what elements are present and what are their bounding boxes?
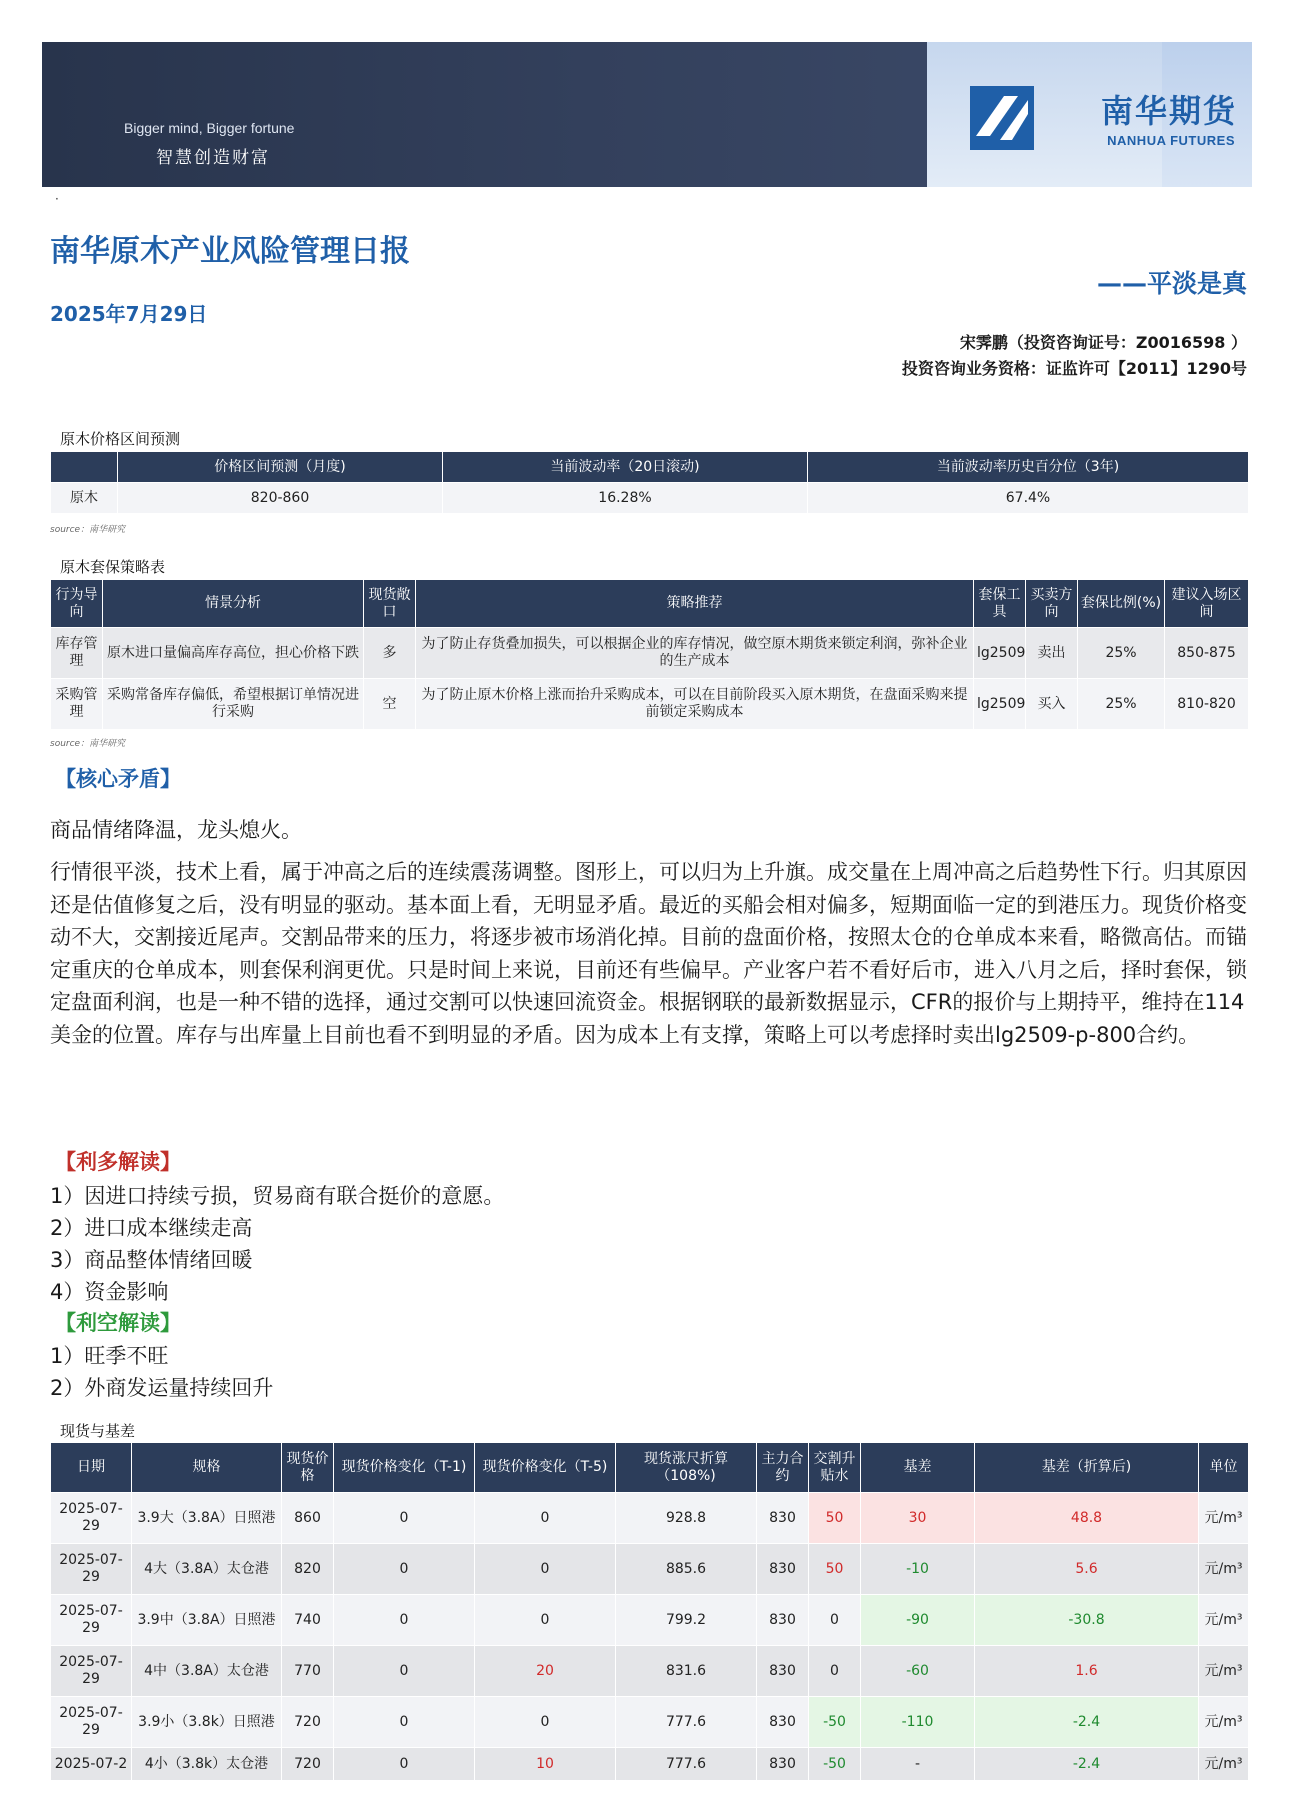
table-cell: -90 bbox=[861, 1595, 975, 1646]
table-header: 现货价格变化（T-5) bbox=[475, 1443, 616, 1493]
table-cell: 830 bbox=[757, 1493, 809, 1544]
table-cell: - bbox=[861, 1748, 975, 1781]
table-cell: 买入 bbox=[1026, 679, 1078, 730]
table-cell: 10 bbox=[475, 1748, 616, 1781]
table-cell: 0 bbox=[334, 1646, 475, 1697]
list-item: 1）旺季不旺 bbox=[50, 1344, 169, 1368]
price-forecast-table bbox=[50, 451, 1249, 514]
table-cell: 元/m³ bbox=[1199, 1544, 1249, 1595]
table-header: 策略推荐 bbox=[416, 580, 974, 628]
table-row bbox=[51, 1646, 1249, 1697]
table-cell: 2025-07-29 bbox=[51, 1595, 132, 1646]
table-cell: -110 bbox=[861, 1697, 975, 1748]
table-cell: -2.4 bbox=[975, 1697, 1199, 1748]
table-cell: 0 bbox=[475, 1544, 616, 1595]
core-paragraph: 行情很平淡，技术上看，属于冲高之后的连续震荡调整。图形上，可以归为上升旗。成交量在上周冲高之后趋势性下行。归其原因还是估值修复之后，没有明显的驱动。基本面上看，无明显矛盾。最近的买船会相对偏多，短期面临一定的到港压力。现货价格变动不大，交割接近尾声。交割品带来的压力，将逐步被市场消化掉。目前的盘面价格，按照太仓的仓单成本来看，略微高估。而锚定重庆的仓单成本，则套保利润更优。只是时间上来说，目前还有些偏早。产业客户若不看好后市，进入八月之后，择时套保，锁定盘面利润，也是一种不错的选择，通过交割可以快速回流资金。根据钢联的最新数据显示，CFR的报价与上期持平，维持在114美金的位置。库存与出库量上目前也看不到明显的矛盾。因为成本上有支撑，策略上可以考虑择时卖出lg2509-p-800合约。 bbox=[50, 860, 1247, 1047]
bullish-list bbox=[50, 1180, 504, 1308]
table-header: 主力合约 bbox=[757, 1443, 809, 1493]
table-header: 当前波动率历史百分位（3年) bbox=[808, 452, 1249, 483]
report-subtitle: ——平淡是真 bbox=[1096, 269, 1247, 298]
table-cell: 820-860 bbox=[118, 483, 443, 514]
table-header bbox=[51, 452, 118, 483]
table-header: 日期 bbox=[51, 1443, 132, 1493]
table-cell: 3.9中（3.8A）日照港 bbox=[132, 1595, 282, 1646]
table-cell: 4中（3.8A）太仓港 bbox=[132, 1646, 282, 1697]
table-cell: 2025-07-29 bbox=[51, 1493, 132, 1544]
table-header: 基差（折算后) bbox=[975, 1443, 1199, 1493]
table-cell: 830 bbox=[757, 1595, 809, 1646]
spot-basis-table bbox=[50, 1442, 1249, 1781]
table-cell: 1.6 bbox=[975, 1646, 1199, 1697]
table-header: 情景分析 bbox=[103, 580, 364, 628]
table-cell: lg2509 bbox=[974, 679, 1026, 730]
table-header-row bbox=[51, 580, 1249, 628]
table-cell: 空 bbox=[364, 679, 416, 730]
table-header: 当前波动率（20日滚动) bbox=[443, 452, 808, 483]
header-banner bbox=[42, 42, 1252, 187]
table-cell: 为了防止原木价格上涨而抬升采购成本，可以在目前阶段买入原木期货，在盘面采购来提前锁定采购成本 bbox=[416, 679, 974, 730]
list-item: 4）资金影响 bbox=[50, 1280, 169, 1304]
table-header: 交割升贴水 bbox=[809, 1443, 861, 1493]
report-date: 2025年7月29日 bbox=[50, 302, 208, 326]
price-forecast-label: 原木价格区间预测 bbox=[60, 430, 181, 448]
author-info bbox=[902, 330, 1247, 382]
table-cell: 831.6 bbox=[616, 1646, 757, 1697]
table-row bbox=[51, 1748, 1249, 1781]
table-cell: 卖出 bbox=[1026, 628, 1078, 679]
table-cell: 0 bbox=[475, 1493, 616, 1544]
table-cell: 0 bbox=[334, 1748, 475, 1781]
table-row bbox=[51, 628, 1249, 679]
table-cell: 0 bbox=[809, 1646, 861, 1697]
table-cell: 50 bbox=[809, 1493, 861, 1544]
table-cell: -10 bbox=[861, 1544, 975, 1595]
table-header: 行为导向 bbox=[51, 580, 103, 628]
table-cell: 928.8 bbox=[616, 1493, 757, 1544]
table-cell: 元/m³ bbox=[1199, 1646, 1249, 1697]
table-cell: 0 bbox=[334, 1697, 475, 1748]
table-cell: 770 bbox=[282, 1646, 334, 1697]
table-cell: lg2509 bbox=[974, 628, 1026, 679]
table-cell: 元/m³ bbox=[1199, 1595, 1249, 1646]
table-header: 现货涨尺折算（108%) bbox=[616, 1443, 757, 1493]
table-cell: 0 bbox=[334, 1544, 475, 1595]
table-cell: 720 bbox=[282, 1748, 334, 1781]
core-heading: 【核心矛盾】 bbox=[55, 767, 181, 791]
bullish-heading: 【利多解读】 bbox=[55, 1150, 181, 1174]
table-cell: 采购常备库存偏低，希望根据订单情况进行采购 bbox=[103, 679, 364, 730]
source-note: source：南华研究 bbox=[50, 739, 126, 749]
table-header: 价格区间预测（月度) bbox=[118, 452, 443, 483]
table-header: 单位 bbox=[1199, 1443, 1249, 1493]
author-name: 宋霁鹏（投资咨询证号：Z0016598 ） bbox=[959, 333, 1247, 352]
table-header: 套保比例(%) bbox=[1078, 580, 1165, 628]
bullet-dot: · bbox=[55, 192, 59, 206]
table-cell: 799.2 bbox=[616, 1595, 757, 1646]
table-cell: 16.28% bbox=[443, 483, 808, 514]
list-item: 2）进口成本继续走高 bbox=[50, 1216, 253, 1240]
table-cell: 885.6 bbox=[616, 1544, 757, 1595]
table-cell: -2.4 bbox=[975, 1748, 1199, 1781]
table-cell: 采购管理 bbox=[51, 679, 103, 730]
table-cell: 0 bbox=[334, 1595, 475, 1646]
table-cell: 4大（3.8A）太仓港 bbox=[132, 1544, 282, 1595]
table-cell: 0 bbox=[475, 1697, 616, 1748]
report-title: 南华原木产业风险管理日报 bbox=[50, 234, 410, 269]
table-cell: 810-820 bbox=[1165, 679, 1249, 730]
table-cell: 原木进口量偏高库存高位，担心价格下跌 bbox=[103, 628, 364, 679]
table-cell: 2025-07-29 bbox=[51, 1646, 132, 1697]
table-cell: 多 bbox=[364, 628, 416, 679]
hedge-strategy-label: 原木套保策略表 bbox=[60, 558, 166, 576]
table-cell: 库存管理 bbox=[51, 628, 103, 679]
list-item: 2）外商发运量持续回升 bbox=[50, 1376, 274, 1400]
logo-text-en: NANHUA FUTURES bbox=[1107, 133, 1235, 148]
table-cell: 元/m³ bbox=[1199, 1748, 1249, 1781]
logo-text-cn: 南华期货 bbox=[1100, 92, 1237, 130]
table-cell: 25% bbox=[1078, 628, 1165, 679]
table-cell: -50 bbox=[809, 1748, 861, 1781]
table-cell: 30 bbox=[861, 1493, 975, 1544]
table-cell: 原木 bbox=[51, 483, 118, 514]
source-note: source：南华研究 bbox=[50, 525, 126, 535]
table-cell: 67.4% bbox=[808, 483, 1249, 514]
table-cell: 0 bbox=[475, 1595, 616, 1646]
table-header: 现货价格变化（T-1) bbox=[334, 1443, 475, 1493]
table-cell: 25% bbox=[1078, 679, 1165, 730]
table-cell: 720 bbox=[282, 1697, 334, 1748]
table-header: 建议入场区间 bbox=[1165, 580, 1249, 628]
table-row bbox=[51, 483, 1249, 514]
table-header: 基差 bbox=[861, 1443, 975, 1493]
table-cell: 820 bbox=[282, 1544, 334, 1595]
list-item: 3）商品整体情绪回暖 bbox=[50, 1248, 253, 1272]
table-cell: 5.6 bbox=[975, 1544, 1199, 1595]
spot-basis-label: 现货与基差 bbox=[60, 1422, 136, 1440]
table-header-row bbox=[51, 1443, 1249, 1493]
hedge-strategy-table bbox=[50, 579, 1249, 730]
table-cell: -50 bbox=[809, 1697, 861, 1748]
table-cell: 777.6 bbox=[616, 1748, 757, 1781]
table-cell: 0 bbox=[334, 1493, 475, 1544]
table-cell: -30.8 bbox=[975, 1595, 1199, 1646]
table-cell: 3.9小（3.8k）日照港 bbox=[132, 1697, 282, 1748]
table-cell: 830 bbox=[757, 1646, 809, 1697]
table-cell: 3.9大（3.8A）日照港 bbox=[132, 1493, 282, 1544]
table-header: 现货敞口 bbox=[364, 580, 416, 628]
table-row bbox=[51, 1493, 1249, 1544]
table-row bbox=[51, 1544, 1249, 1595]
list-item: 1）因进口持续亏损，贸易商有联合挺价的意愿。 bbox=[50, 1184, 505, 1208]
table-cell: 20 bbox=[475, 1646, 616, 1697]
core-lead: 商品情绪降温，龙头熄火。 bbox=[50, 818, 302, 842]
table-header: 现货价格 bbox=[282, 1443, 334, 1493]
table-cell: 4小（3.8k）太仓港 bbox=[132, 1748, 282, 1781]
table-row bbox=[51, 1697, 1249, 1748]
table-header-row bbox=[51, 452, 1249, 483]
table-cell: 0 bbox=[809, 1595, 861, 1646]
bearish-list bbox=[50, 1340, 273, 1404]
table-cell: 48.8 bbox=[975, 1493, 1199, 1544]
slogan-cn: 智慧创造财富 bbox=[156, 148, 270, 168]
table-cell: 50 bbox=[809, 1544, 861, 1595]
slogan-en: Bigger mind, Bigger fortune bbox=[124, 120, 295, 136]
table-cell: 元/m³ bbox=[1199, 1697, 1249, 1748]
table-cell: 830 bbox=[757, 1544, 809, 1595]
nanhua-logo-icon bbox=[970, 86, 1034, 150]
table-header: 套保工具 bbox=[974, 580, 1026, 628]
table-row bbox=[51, 1595, 1249, 1646]
table-cell: 2025-07-29 bbox=[51, 1544, 132, 1595]
table-cell: 860 bbox=[282, 1493, 334, 1544]
table-header: 规格 bbox=[132, 1443, 282, 1493]
table-cell: 为了防止存货叠加损失，可以根据企业的库存情况，做空原木期货来锁定利润，弥补企业的生产成本 bbox=[416, 628, 974, 679]
table-cell: 830 bbox=[757, 1697, 809, 1748]
author-license: 投资咨询业务资格：证监许可【2011】1290号 bbox=[901, 359, 1247, 378]
table-cell: 830 bbox=[757, 1748, 809, 1781]
table-cell: 850-875 bbox=[1165, 628, 1249, 679]
table-cell: 元/m³ bbox=[1199, 1493, 1249, 1544]
table-cell: -60 bbox=[861, 1646, 975, 1697]
table-row bbox=[51, 679, 1249, 730]
table-header: 买卖方向 bbox=[1026, 580, 1078, 628]
table-cell: 777.6 bbox=[616, 1697, 757, 1748]
bearish-heading: 【利空解读】 bbox=[55, 1311, 181, 1335]
table-cell: 740 bbox=[282, 1595, 334, 1646]
table-cell: 2025-07-29 bbox=[51, 1697, 132, 1748]
table-cell: 2025-07-2 bbox=[51, 1748, 132, 1781]
